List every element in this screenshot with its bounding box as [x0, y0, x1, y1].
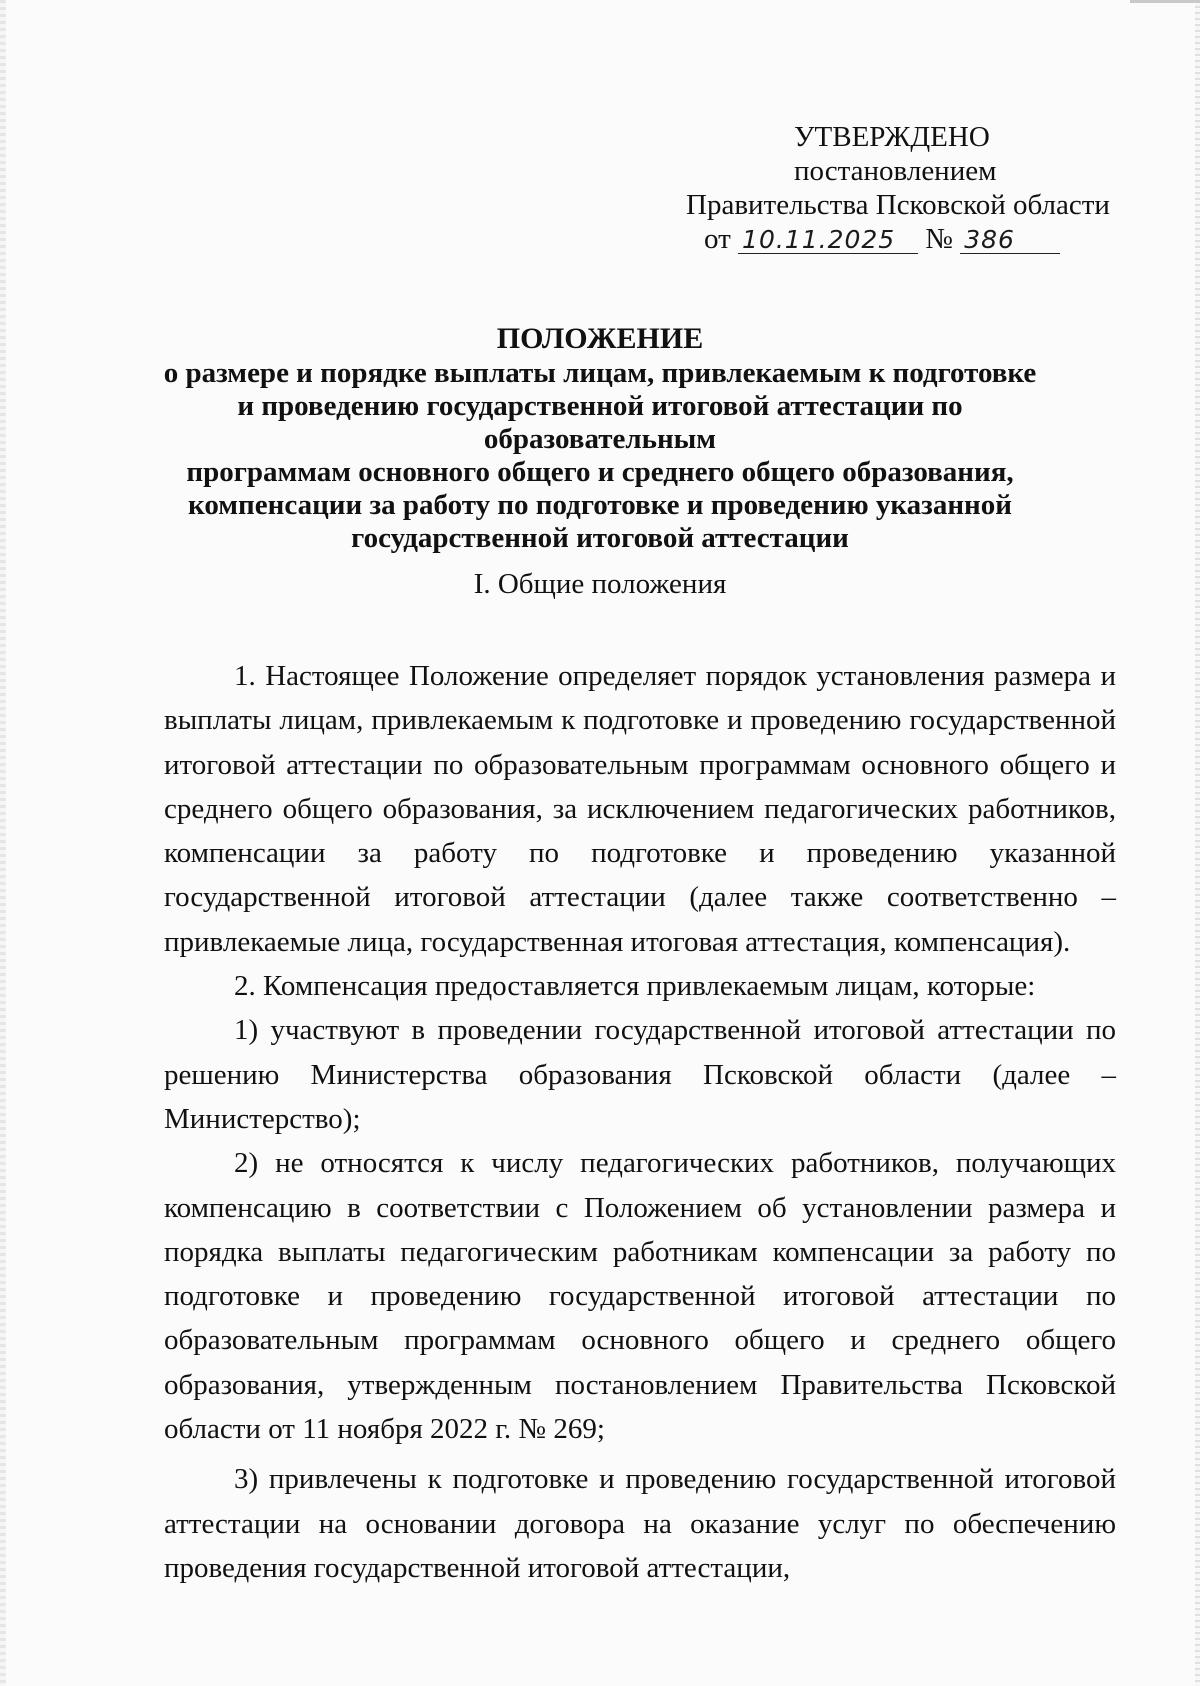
paragraph: 2. Компенсация предоставляется привлекаемым лицам, которые:: [234, 970, 1036, 1003]
handwritten-date: 10.11.2025: [738, 227, 918, 254]
approval-block: [640, 120, 1120, 256]
paragraph: 1. Настоящее Положение определяет порядок установления размера и выплаты лицам, привлекаемым к подготовке и проведению государственной итоговой аттестации по образовательным программам основного общего и среднего общего образования, за исключением педагогических работников, компенсации за работу по подготовке и проведению указанной государственной итоговой аттестации (далее также соответственно – привлекаемые лица, государственная итоговая аттестация, компенсация).: [164, 660, 1116, 958]
date-prefix: от: [704, 223, 731, 255]
title-line: государственной итоговой аттестации: [351, 522, 849, 554]
scan-edge-top: [1130, 0, 1200, 3]
approval-line-government: Правительства Псковской области: [686, 189, 1110, 221]
handwritten-number: 386: [960, 227, 1060, 254]
section-heading: I. Общие положения: [473, 568, 727, 600]
approval-title: УТВЕРЖДЕНО: [794, 121, 990, 153]
title-line: компенсации за работу по подготовке и проведению указанной: [188, 489, 1012, 521]
title-main: ПОЛОЖЕНИЕ: [496, 322, 704, 355]
number-prefix: №: [925, 223, 953, 255]
title-line: и проведению государственной итоговой аттестации по образовательным: [237, 390, 963, 455]
approval-date-number: [640, 222, 1120, 256]
approval-line-decree: постановлением: [794, 155, 997, 187]
paragraph: 1) участвуют в проведении государственной итоговой аттестации по решению Министерства образования Псковской области (далее – Министерство);: [164, 1014, 1116, 1135]
title-line: о размере и порядке выплаты лицам, привлекаемым к подготовке: [163, 357, 1037, 389]
scan-edge-left: [0, 0, 6, 1686]
scan-edge-right: [1195, 0, 1200, 1686]
document-title: [150, 322, 1050, 555]
title-line: программам основного общего и среднего общего образования,: [186, 456, 1014, 488]
document-body: [164, 654, 1116, 1590]
paragraph: 2) не относятся к числу педагогических работников, получающих компенсацию в соответствии с Положением об установлении размера и порядка выплаты педагогическим работникам компенсации за работу по подготовке и проведению государственной итоговой аттестации по образовательным программам основного общего и среднего общего образования, утвержденным постановлением Правительства Псковской области от 11 ноября 2022 г. № 269;: [164, 1147, 1116, 1446]
paragraph: 3) привлечены к подготовке и проведению государственной итоговой аттестации на основании договора на оказание услуг по обеспечению проведения государственной итоговой аттестации,: [164, 1463, 1116, 1584]
